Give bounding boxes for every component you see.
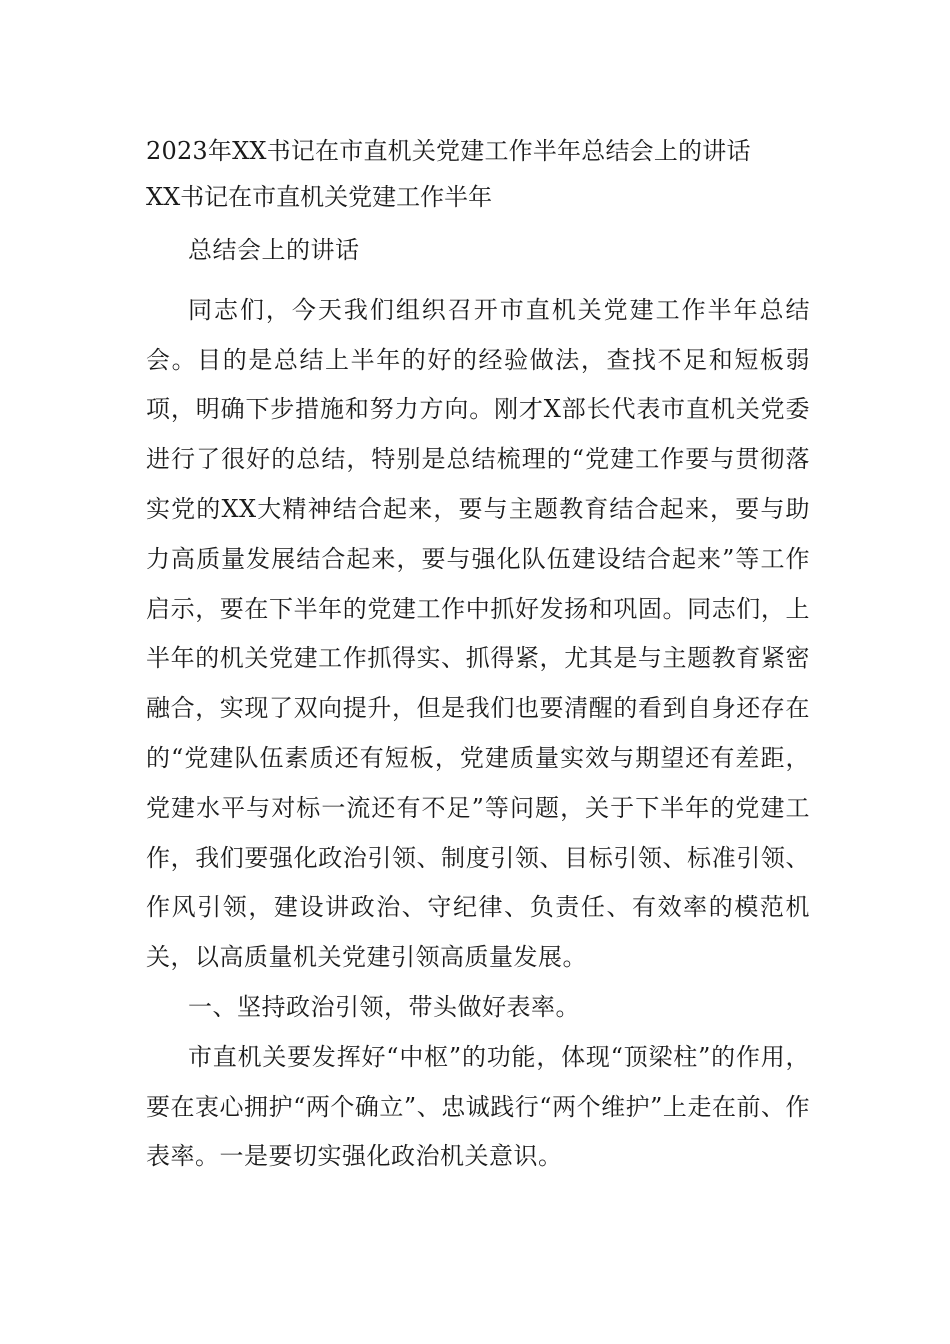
section-heading-1: 一、坚持政治引领，带头做好表率。 xyxy=(188,992,580,1021)
document-heading-continuation: 总结会上的讲话 xyxy=(188,236,360,264)
paragraph-section-1: 市直机关要发挥好“中枢”的功能，体现“顶梁柱”的作用，要在衷心拥护“两个确立”、忠诚践行“两个维护”上走在前、作表率。一是要切实强化政治机关意识。 xyxy=(146,1042,810,1171)
document-body xyxy=(146,128,810,1182)
document-subtitle: XX书记在市直机关党建工作半年 xyxy=(146,183,493,211)
document-title: 2023年XX书记在市直机关党建工作半年总结会上的讲话 xyxy=(146,137,751,165)
paragraph-intro: 同志们，今天我们组织召开市直机关党建工作半年总结会。目的是总结上半年的好的经验做法，查找不足和短板弱项，明确下步措施和努力方向。刚才X部长代表市直机关党委进行了很好的总结，特别是总结梳理的“党建工作要与贯彻落实党的XX大精神结合起来，要与主题教育结合起来，要与助力高质量发展结合起来，要与强化队伍建设结合起来”等工作启示，要在下半年的党建工作中抓好发扬和巩固。同志们，上半年的机关党建工作抓得实、抓得紧，尤其是与主题教育紧密融合，实现了双向提升，但是我们也要清醒的看到自身还存在的“党建队伍素质还有短板，党建质量实效与期望还有差距，党建水平与对标一流还有不足”等问题，关于下半年的党建工作，我们要强化政治引领、制度引领、目标引领、标准引领、作风引领，建设讲政治、守纪律、负责任、有效率的模范机关，以高质量机关党建引领高质量发展。 xyxy=(146,295,810,972)
